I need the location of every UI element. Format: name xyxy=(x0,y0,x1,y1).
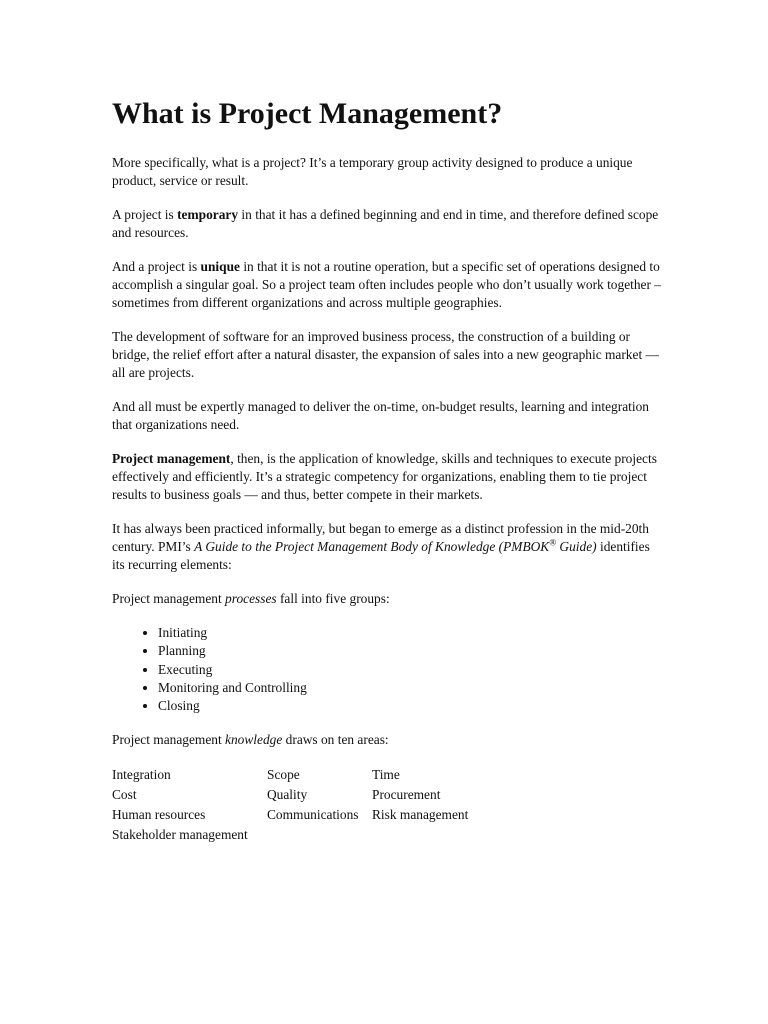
bold-term-temporary: temporary xyxy=(177,207,239,222)
paragraph-text: draws on ten areas: xyxy=(282,732,389,748)
italic-knowledge: knowledge xyxy=(225,732,283,748)
knowledge-area: Time xyxy=(372,767,400,783)
knowledge-area: Cost xyxy=(112,787,137,803)
knowledge-area: Risk management xyxy=(372,807,469,823)
paragraph-processes xyxy=(112,590,662,608)
table-row xyxy=(112,805,662,825)
table-row xyxy=(112,785,662,805)
bold-term-unique: unique xyxy=(200,259,240,274)
paragraph-examples: The development of software for an improved business process, the construction of a building or bridge, the relief effort after a natural disaster, the expansion of sales into a new geographic market — all are projects. xyxy=(112,329,659,380)
paragraph-managed: And all must be expertly managed to deliver the on-time, on-budget results, learning and integration that organizations need. xyxy=(112,399,649,432)
list-item: • Planning xyxy=(158,642,662,660)
knowledge-areas-grid xyxy=(112,765,662,845)
paragraph-text: A project is xyxy=(112,207,178,222)
knowledge-area: Communications xyxy=(267,807,359,823)
knowledge-area: Quality xyxy=(267,787,308,803)
list-item: • Monitoring and Controlling xyxy=(158,679,662,697)
paragraph-project-definition: More specifically, what is a project? It’s a temporary group activity designed to produce a unique product, service or result. xyxy=(112,155,633,188)
paragraph-text: in that it is not a routine operation, but a specific set of operations designed to accomplish a singular goal. So a project team often includes people who don’t usually work together – sometimes from different organizations and across multiple geographies. xyxy=(112,259,662,310)
paragraph-temporary xyxy=(112,206,662,242)
knowledge-area: Human resources xyxy=(112,807,206,823)
knowledge-area: Scope xyxy=(267,767,300,783)
paragraph-text: Project management xyxy=(112,591,226,606)
paragraph-text: Project management xyxy=(112,732,226,748)
registered-mark: ® xyxy=(549,537,557,548)
paragraph-knowledge xyxy=(112,731,662,749)
table-row xyxy=(112,765,662,785)
list-item: • Executing xyxy=(158,661,662,679)
paragraph-text: identifies its recurring elements: xyxy=(112,539,650,572)
paragraph-text: fall into five groups: xyxy=(276,591,390,606)
paragraph-project-management xyxy=(112,450,662,504)
list-item: • Initiating xyxy=(158,624,662,642)
list-item: • Closing xyxy=(158,697,662,715)
process-groups-list xyxy=(112,624,662,715)
page-title: What is Project Management? xyxy=(112,97,503,130)
paragraph-text: , then, is the application of knowledge, skills and techniques to execute projects effectively and efficiently. It’s a strategic competency for organizations, enabling them to tie project results to business goals — and thus, better compete in their markets. xyxy=(112,451,657,502)
knowledge-area: Procurement xyxy=(372,787,441,803)
bold-term-project-management: Project management xyxy=(112,451,231,466)
italic-pmbok-title: A Guide to the Project Management Body of Knowledge (PMBOK xyxy=(194,539,550,554)
paragraph-text: It has always been practiced informally, but began to emerge as a distinct profession in the mid-20th century. PMI’s xyxy=(112,521,649,554)
knowledge-area: Integration xyxy=(112,767,171,783)
paragraph-text: And a project is xyxy=(112,259,201,274)
italic-processes: processes xyxy=(225,591,277,606)
knowledge-area: Stakeholder management xyxy=(112,827,248,843)
document-content xyxy=(112,96,662,845)
paragraph-history xyxy=(112,520,662,574)
paragraph-text: in that it has a defined beginning and end in time, and therefore defined scope and resources. xyxy=(112,207,659,240)
table-row xyxy=(112,825,662,845)
italic-pmbok-guide: Guide) xyxy=(556,539,597,554)
paragraph-unique xyxy=(112,258,662,312)
